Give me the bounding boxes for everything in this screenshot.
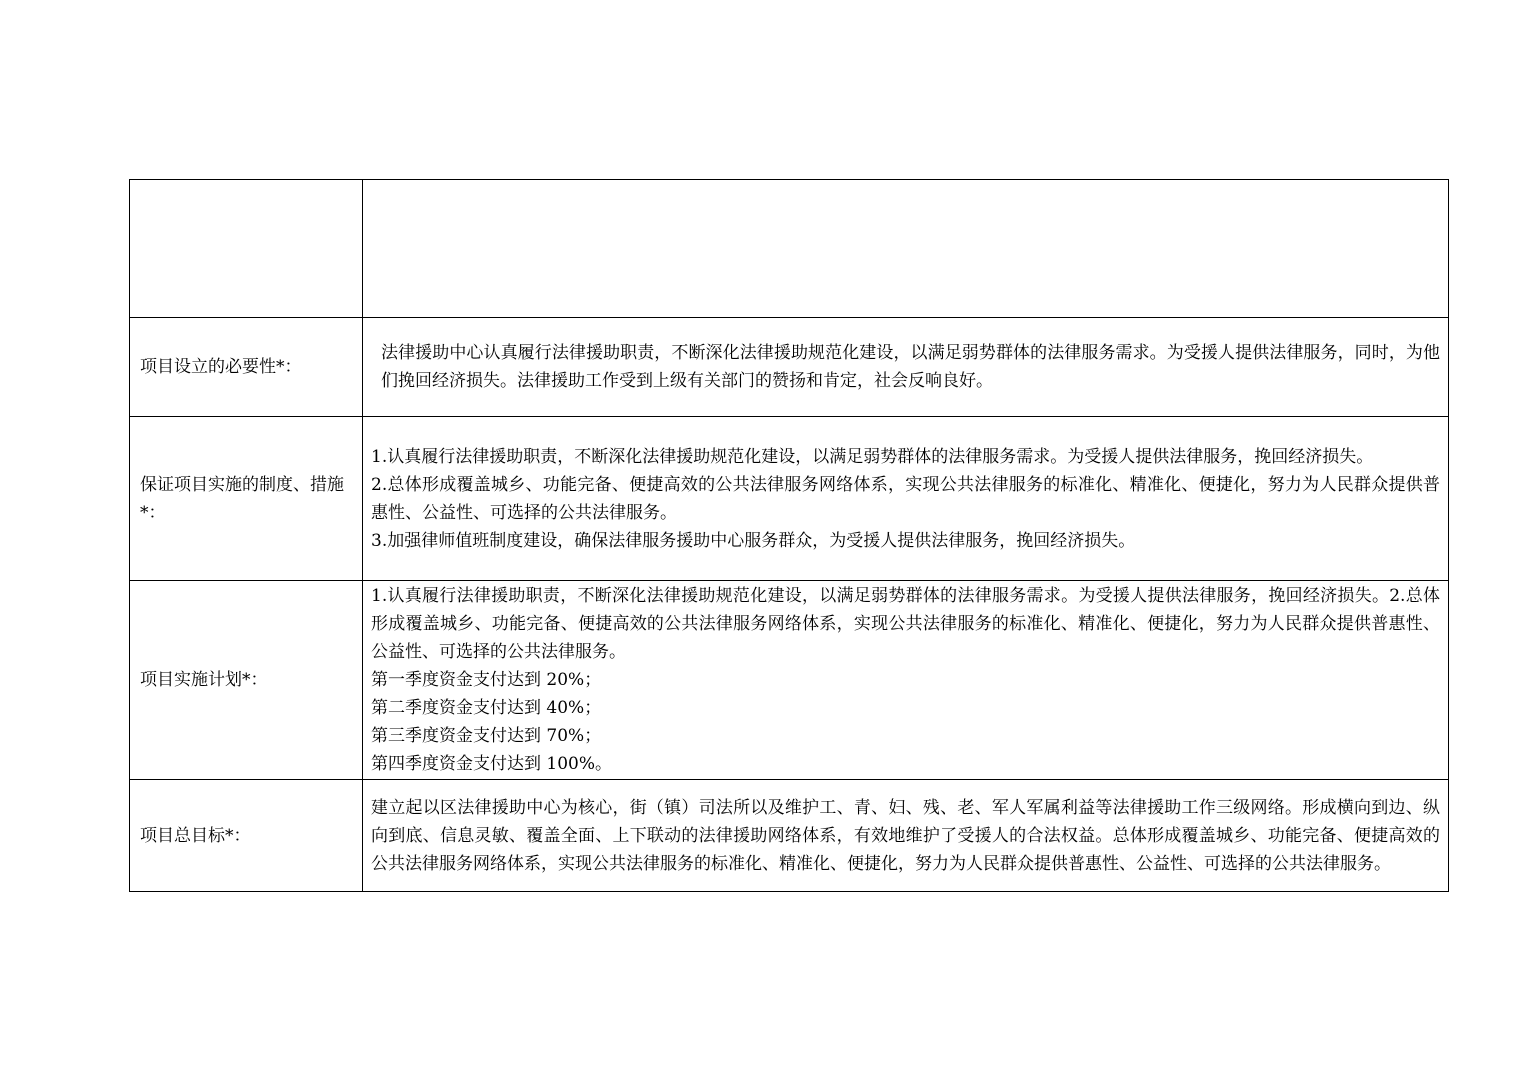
necessity-content	[363, 318, 1449, 417]
plan-label: 项目实施计划*：	[130, 581, 363, 780]
goal-paragraph: 建立起以区法律援助中心为核心，街（镇）司法所以及维护工、青、妇、残、老、军人军属利益等法律援助工作三级网络。形成横向到边、纵向到底、信息灵敏、覆盖全面、上下联动的法律援助网络体系，有效地维护了受援人的合法权益。总体形成覆盖城乡、功能完备、便捷高效的公共法律服务网络体系，实现公共法律服务的标准化、精准化、便捷化，努力为人民群众提供普惠性、公益性、可选择的公共法律服务。	[371, 797, 1440, 874]
measures-item-3: 3.加强律师值班制度建设，确保法律服务援助中心服务群众，为受援人提供法律服务，挽回经济损失。	[371, 530, 1136, 551]
measures-item-1: 1.认真履行法律援助职责，不断深化法律援助规范化建设，以满足弱势群体的法律服务需求。为受援人提供法律服务，挽回经济损失。	[371, 446, 1374, 467]
empty-content-cell	[363, 180, 1449, 318]
table-row-goal	[130, 780, 1449, 892]
plan-paragraph: 1.认真履行法律援助职责，不断深化法律援助规范化建设，以满足弱势群体的法律服务需求。为受援人提供法律服务，挽回经济损失。2.总体形成覆盖城乡、功能完备、便捷高效的公共法律服务网络体系，实现公共法律服务的标准化、精准化、便捷化，努力为人民群众提供普惠性、公益性、可选择的公共法律服务。	[371, 586, 1440, 662]
table-row-plan	[130, 581, 1449, 780]
plan-content	[363, 581, 1449, 780]
plan-q1: 第一季度资金支付达到 20%；	[371, 670, 602, 690]
goal-content	[363, 780, 1449, 892]
empty-label-cell	[130, 180, 363, 318]
measures-content	[363, 417, 1449, 581]
necessity-paragraph: 法律援助中心认真履行法律援助职责，不断深化法律援助规范化建设，以满足弱势群体的法律服务需求。为受援人提供法律服务，同时，为他们挽回经济损失。法律援助工作受到上级有关部门的赞扬和肯定，社会反响良好。	[381, 343, 1440, 391]
plan-q2: 第二季度资金支付达到 40%；	[371, 698, 602, 718]
plan-q4: 第四季度资金支付达到 100%。	[371, 754, 613, 774]
project-form-table	[129, 179, 1449, 892]
measures-label: 保证项目实施的制度、措施*：	[130, 417, 363, 581]
table-row-empty	[130, 180, 1449, 318]
table-row-measures	[130, 417, 1449, 581]
goal-label: 项目总目标*：	[130, 780, 363, 892]
measures-item-2: 2.总体形成覆盖城乡、功能完备、便捷高效的公共法律服务网络体系，实现公共法律服务的标准化、精准化、便捷化，努力为人民群众提供普惠性、公益性、可选择的公共法律服务。	[371, 474, 1440, 523]
plan-q3: 第三季度资金支付达到 70%；	[371, 726, 602, 746]
necessity-label: 项目设立的必要性*：	[130, 318, 363, 417]
table-row-necessity	[130, 318, 1449, 417]
